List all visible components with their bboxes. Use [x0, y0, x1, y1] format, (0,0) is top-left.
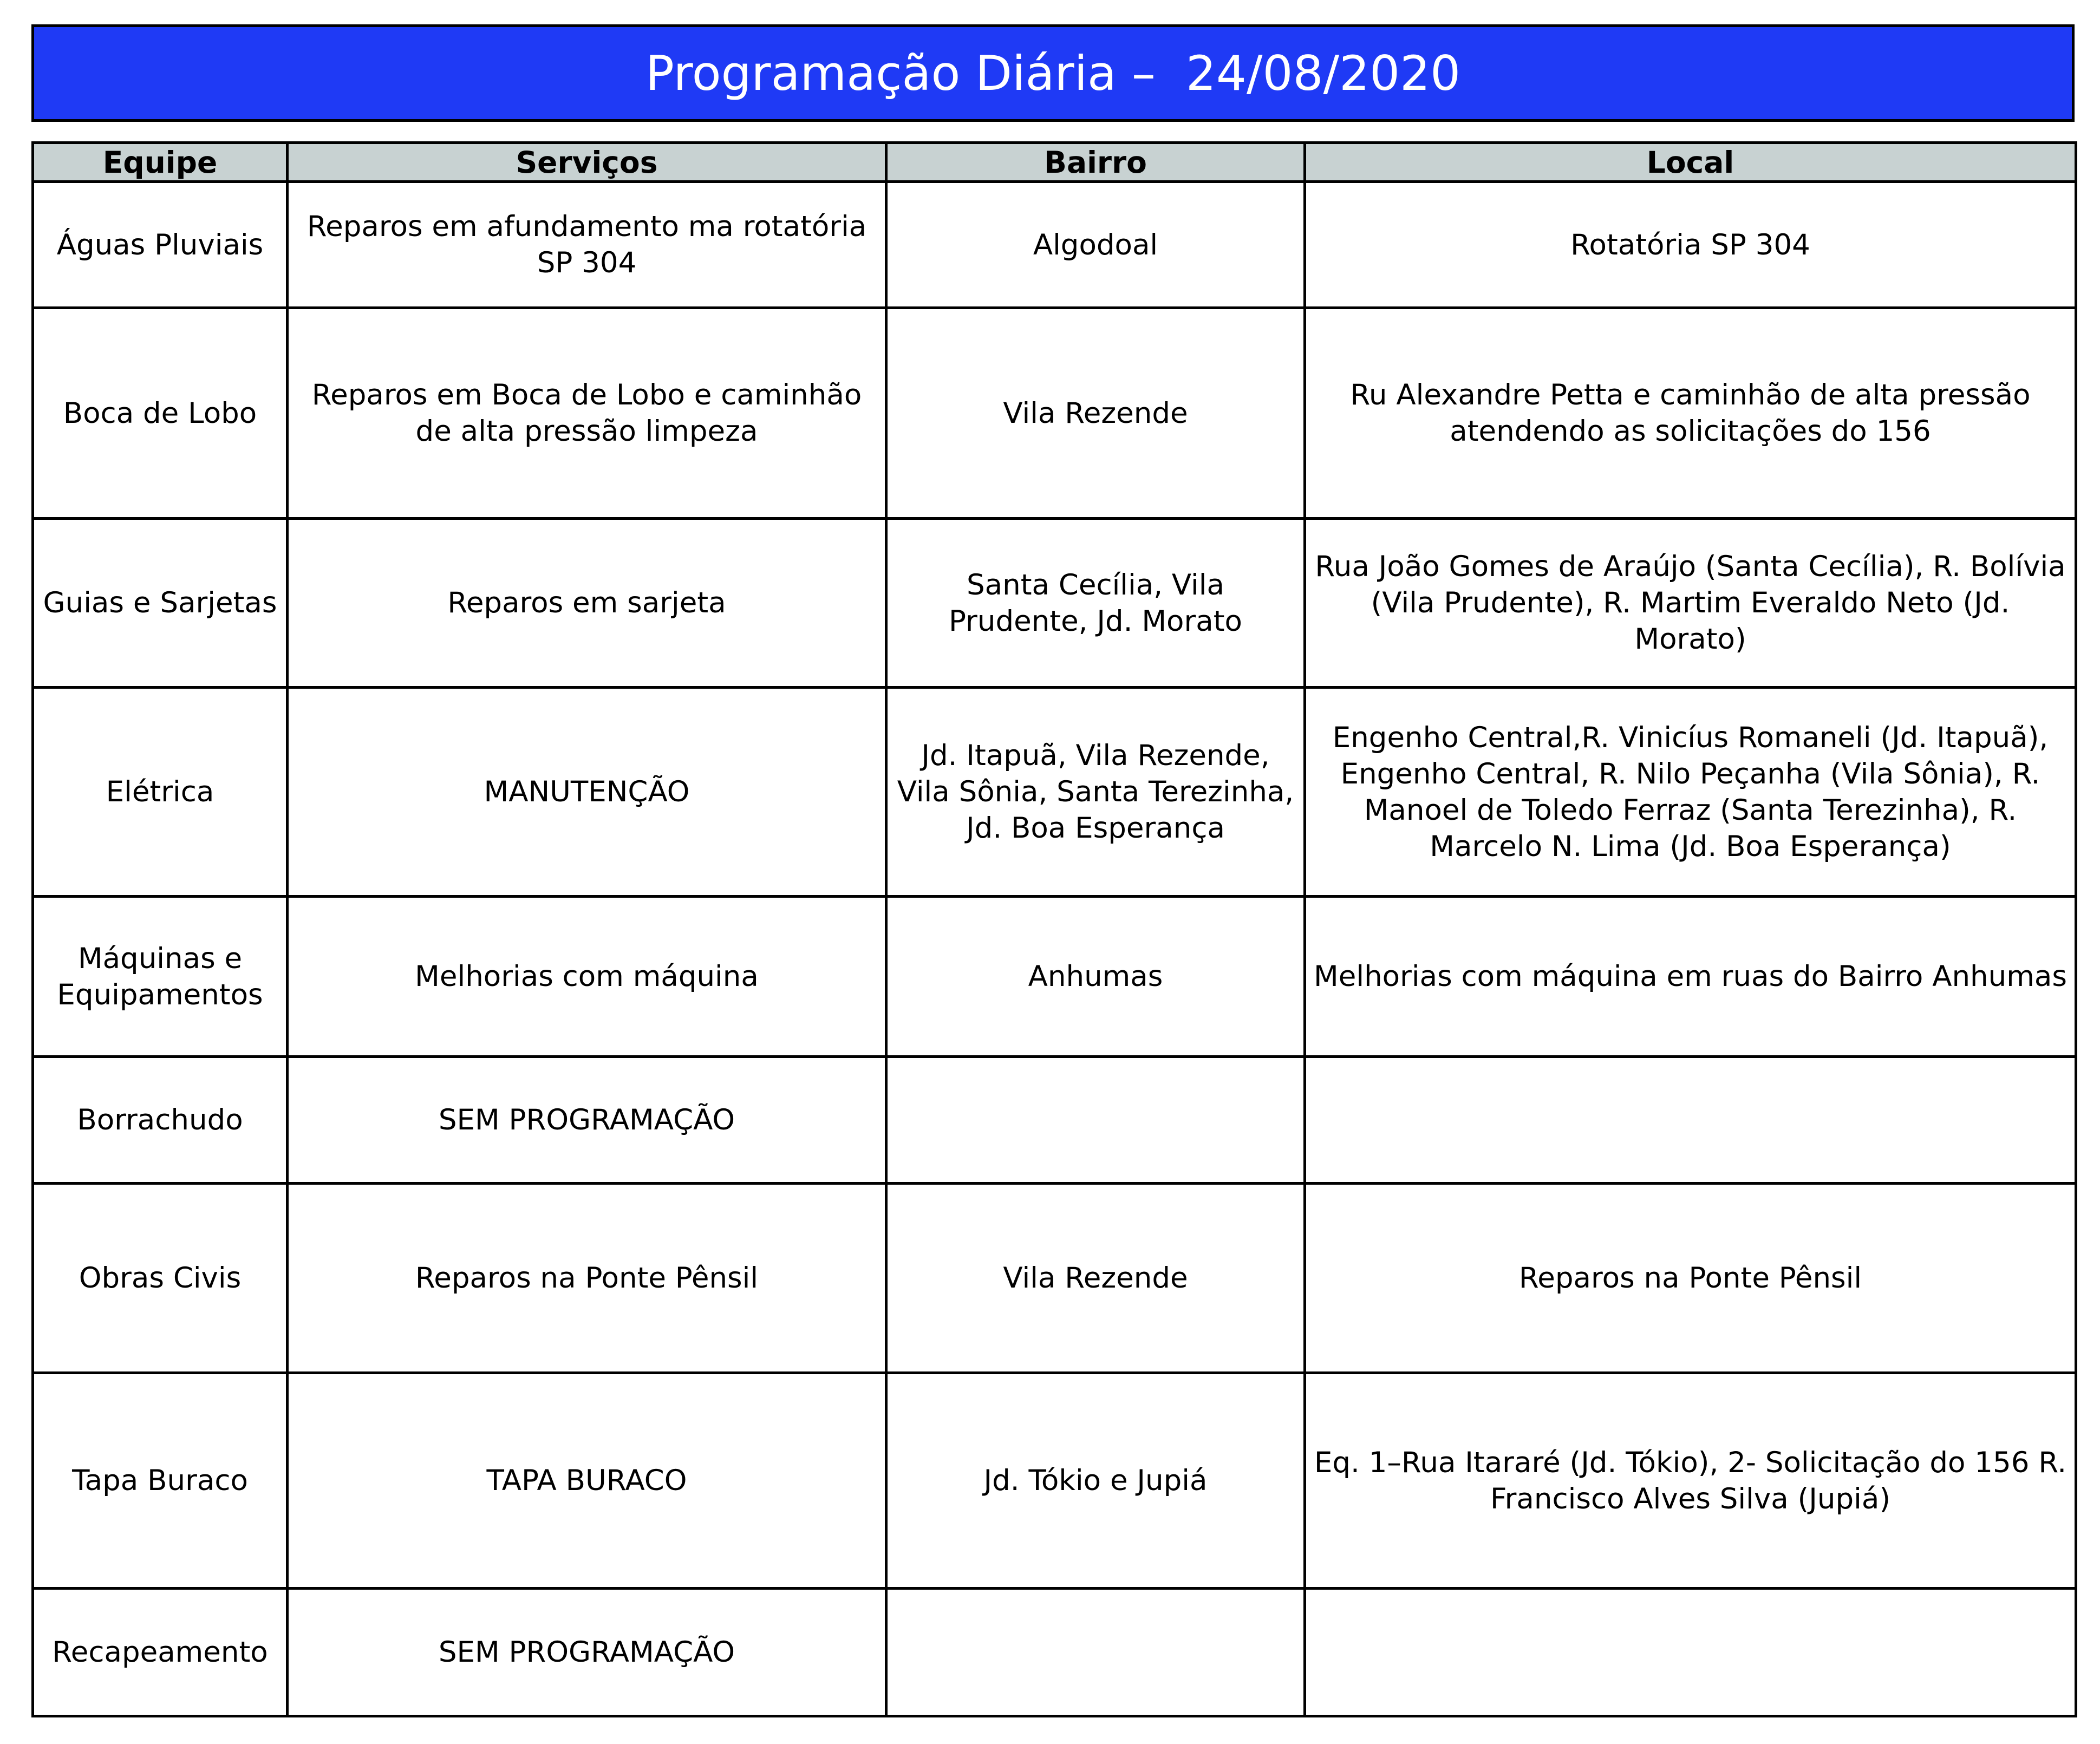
- cell-servicos: Reparos em afundamento ma rotatória SP 304: [288, 182, 886, 308]
- header-servicos: Serviços: [288, 143, 886, 182]
- page-title: Programação Diária – 24/08/2020: [31, 24, 2075, 122]
- header-local: Local: [1305, 143, 2076, 182]
- cell-equipe: Borrachudo: [33, 1057, 288, 1184]
- cell-bairro: Vila Rezende: [886, 308, 1305, 519]
- cell-bairro: [886, 1057, 1305, 1184]
- cell-servicos: SEM PROGRAMAÇÃO: [288, 1057, 886, 1184]
- cell-servicos: Reparos em sarjeta: [288, 519, 886, 688]
- cell-servicos: TAPA BURACO: [288, 1373, 886, 1589]
- cell-servicos: Melhorias com máquina: [288, 897, 886, 1057]
- cell-equipe: Recapeamento: [33, 1589, 288, 1716]
- cell-equipe: Máquinas e Equipamentos: [33, 897, 288, 1057]
- cell-local: [1305, 1057, 2076, 1184]
- cell-bairro: Anhumas: [886, 897, 1305, 1057]
- table-row: [33, 1373, 2076, 1589]
- table-row: [33, 1184, 2076, 1373]
- cell-local: Melhorias com máquina em ruas do Bairro Anhumas: [1305, 897, 2076, 1057]
- table-row: [33, 182, 2076, 308]
- header-row: [33, 143, 2076, 182]
- cell-servicos: Reparos na Ponte Pênsil: [288, 1184, 886, 1373]
- table-row: [33, 1589, 2076, 1716]
- cell-bairro: Jd. Tókio e Jupiá: [886, 1373, 1305, 1589]
- cell-equipe: Tapa Buraco: [33, 1373, 288, 1589]
- cell-local: [1305, 1589, 2076, 1716]
- cell-servicos: Reparos em Boca de Lobo e caminhão de alta pressão limpeza: [288, 308, 886, 519]
- cell-equipe: Guias e Sarjetas: [33, 519, 288, 688]
- cell-servicos: SEM PROGRAMAÇÃO: [288, 1589, 886, 1716]
- table-row: [33, 1057, 2076, 1184]
- table-row: [33, 688, 2076, 897]
- cell-bairro: Algodoal: [886, 182, 1305, 308]
- cell-local: Rua João Gomes de Araújo (Santa Cecília), R. Bolívia (Vila Prudente), R. Martim Everaldo Neto (Jd. Morato): [1305, 519, 2076, 688]
- table-row: [33, 308, 2076, 519]
- cell-local: Rotatória SP 304: [1305, 182, 2076, 308]
- header-equipe: Equipe: [33, 143, 288, 182]
- cell-bairro: Jd. Itapuã, Vila Rezende, Vila Sônia, Santa Terezinha, Jd. Boa Esperança: [886, 688, 1305, 897]
- cell-bairro: Santa Cecília, Vila Prudente, Jd. Morato: [886, 519, 1305, 688]
- table-row: [33, 519, 2076, 688]
- cell-equipe: Obras Civis: [33, 1184, 288, 1373]
- cell-local: Ru Alexandre Petta e caminhão de alta pressão atendendo as solicitações do 156: [1305, 308, 2076, 519]
- cell-bairro: Vila Rezende: [886, 1184, 1305, 1373]
- cell-servicos: MANUTENÇÃO: [288, 688, 886, 897]
- cell-local: Reparos na Ponte Pênsil: [1305, 1184, 2076, 1373]
- cell-equipe: Águas Pluviais: [33, 182, 288, 308]
- table-row: [33, 897, 2076, 1057]
- cell-equipe: Boca de Lobo: [33, 308, 288, 519]
- cell-bairro: [886, 1589, 1305, 1716]
- cell-local: Eq. 1–Rua Itararé (Jd. Tókio), 2- Solicitação do 156 R. Francisco Alves Silva (Jupiá): [1305, 1373, 2076, 1589]
- cell-local: Engenho Central,R. Vinicíus Romaneli (Jd. Itapuã), Engenho Central, R. Nilo Peçanha (Vila Sônia), R. Manoel de Toledo Ferraz (Santa Terezinha), R. Marcelo N. Lima (Jd. Boa Esperança): [1305, 688, 2076, 897]
- cell-equipe: Elétrica: [33, 688, 288, 897]
- schedule-table: [31, 141, 2077, 1717]
- header-bairro: Bairro: [886, 143, 1305, 182]
